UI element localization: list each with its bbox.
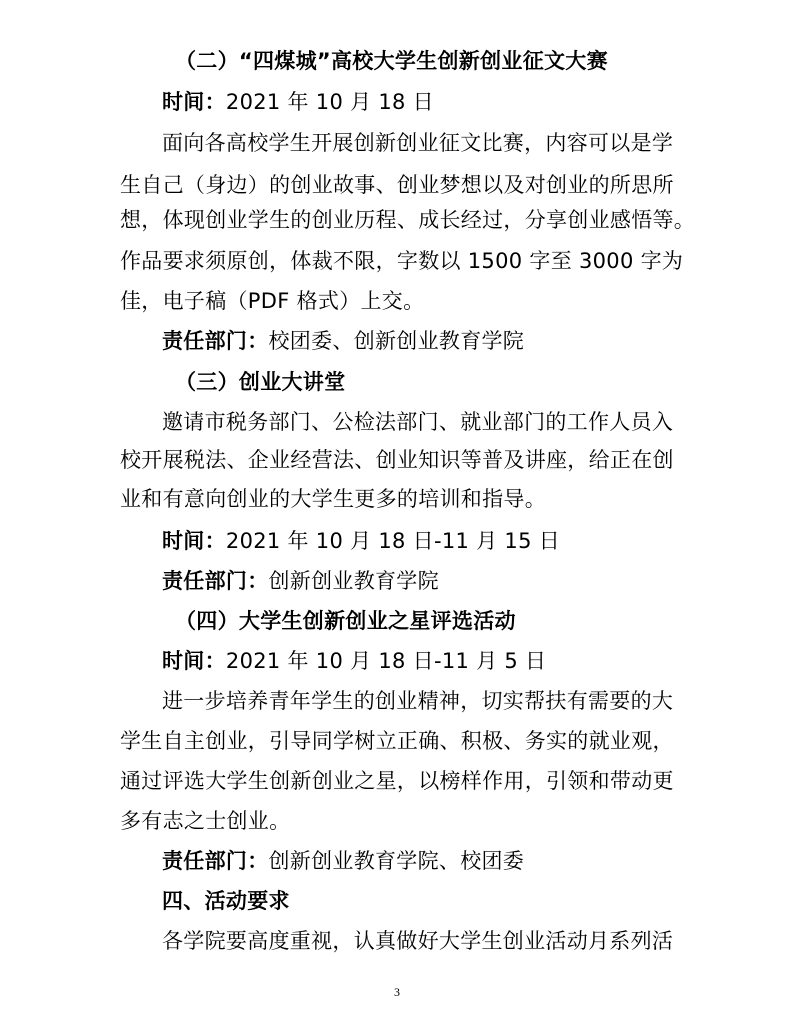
contest-time-label: 时间： bbox=[162, 90, 226, 114]
section-heading-requirements: 四、活动要求 bbox=[162, 889, 290, 913]
contest-time-row bbox=[162, 87, 434, 117]
contest-body-line-5: 佳，电子稿（PDF 格式）上交。 bbox=[120, 289, 425, 313]
lecture-dept-value: 创新创业教育学院 bbox=[268, 569, 439, 593]
contest-body-line-4: 作品要求须原创，体裁不限，字数以 1500 字至 3000 字为 bbox=[120, 249, 684, 273]
star-body-line-3: 通过评选大学生创新创业之星，以榜样作用，引领和带动更 bbox=[120, 769, 674, 793]
contest-time-value: 2021 年 10 月 18 日 bbox=[225, 90, 434, 114]
star-dept-label: 责任部门： bbox=[162, 849, 269, 873]
star-dept-row bbox=[162, 846, 524, 876]
section-heading-contest: （二）“四煤城”高校大学生创新创业征文大赛 bbox=[175, 49, 608, 73]
contest-body-line-2: 生自己（身边）的创业故事、创业梦想以及对创业的所思所 bbox=[120, 173, 674, 197]
lecture-dept-row bbox=[162, 566, 439, 596]
star-dept-value: 创新创业教育学院、校团委 bbox=[268, 849, 525, 873]
requirements-body-line-1: 各学院要高度重视，认真做好大学生创业活动月系列活 bbox=[162, 929, 674, 953]
section-heading-lecture: （三）创业大讲堂 bbox=[175, 370, 346, 394]
lecture-time-row bbox=[162, 526, 560, 556]
contest-body-line-3: 想，体现创业学生的创业历程、成长经过，分享创业感悟等。 bbox=[120, 208, 696, 232]
star-time-label: 时间： bbox=[162, 649, 226, 673]
star-body-line-2: 学生自主创业，引导同学树立正确、积极、务实的就业观， bbox=[120, 729, 674, 753]
star-time-row bbox=[162, 646, 546, 676]
lecture-body-line-1: 邀请市税务部门、公检法部门、就业部门的工作人员入 bbox=[162, 410, 674, 434]
lecture-body-line-2: 校开展税法、企业经营法、创业知识等普及讲座，给正在创 bbox=[120, 448, 674, 472]
lecture-time-label: 时间： bbox=[162, 529, 226, 553]
lecture-time-value: 2021 年 10 月 18 日-11 月 15 日 bbox=[225, 529, 561, 553]
lecture-dept-label: 责任部门： bbox=[162, 569, 269, 593]
section-heading-star: （四）大学生创新创业之星评选活动 bbox=[175, 609, 516, 633]
star-body-line-1: 进一步培养青年学生的创业精神，切实帮扶有需要的大 bbox=[162, 689, 674, 713]
contest-dept-row bbox=[162, 326, 524, 356]
contest-body-line-1: 面向各高校学生开展创新创业征文比赛，内容可以是学 bbox=[162, 131, 674, 155]
contest-dept-label: 责任部门： bbox=[162, 329, 269, 353]
contest-dept-value: 校团委、创新创业教育学院 bbox=[268, 329, 525, 353]
page-number: 3 bbox=[394, 985, 400, 999]
star-time-value: 2021 年 10 月 18 日-11 月 5 日 bbox=[225, 649, 547, 673]
lecture-body-line-3: 业和有意向创业的大学生更多的培训和指导。 bbox=[120, 487, 546, 511]
star-body-line-4: 多有志之士创业。 bbox=[120, 809, 291, 833]
